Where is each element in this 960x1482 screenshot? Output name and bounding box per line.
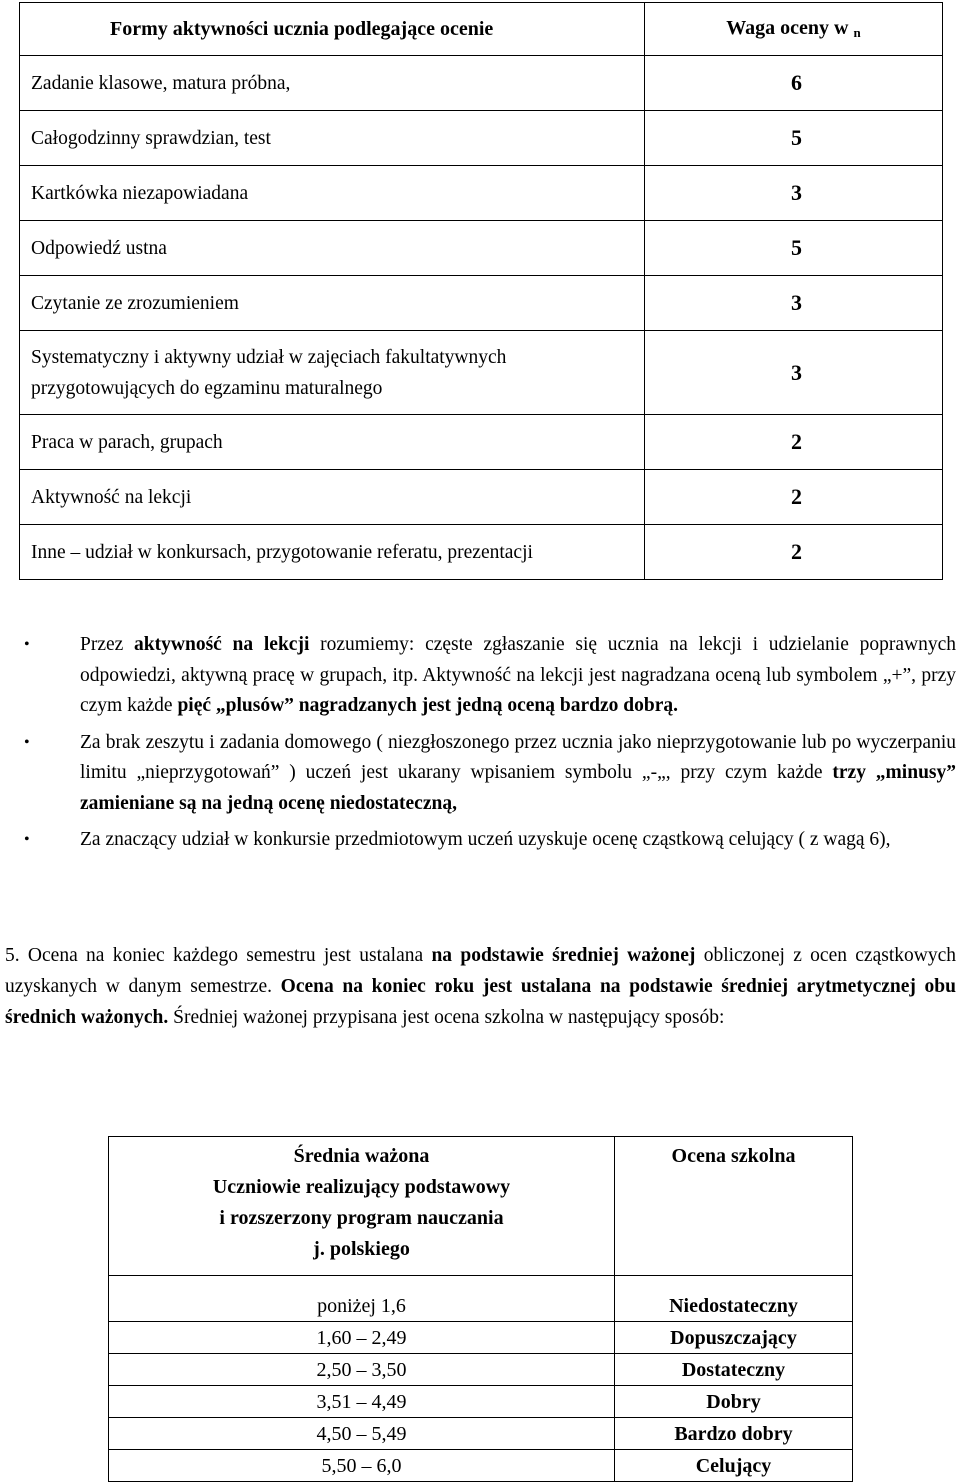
bullet-icon: • <box>24 733 30 751</box>
para-text: 5. Ocena na koniec każdego semestru jest ustalana <box>5 945 432 966</box>
range-cell: 4,50 – 5,49 <box>109 1418 615 1450</box>
weight-cell: 2 <box>645 525 943 580</box>
activity-cell: Praca w parach, grupach <box>20 415 645 470</box>
table-row <box>109 1276 853 1322</box>
grade-cell: Niedostateczny <box>615 1276 853 1322</box>
activity-cell: Kartkówka niezapowiadana <box>20 166 645 221</box>
weight-cell: 6 <box>645 56 943 111</box>
table-row <box>109 1322 853 1354</box>
header-grade: Ocena szkolna <box>615 1137 853 1276</box>
rules-list <box>24 630 956 862</box>
para-text: Średniej ważonej przypisana jest ocena szkolna w następujący sposób: <box>168 1007 725 1028</box>
grade-cell: Bardzo dobry <box>615 1418 853 1450</box>
table-row <box>20 276 943 331</box>
activity-cell: Czytanie ze zrozumieniem <box>20 276 645 331</box>
weight-cell: 3 <box>645 276 943 331</box>
header-activity: Formy aktywności ucznia podlegające ocenie <box>20 3 645 56</box>
bullet-text: Przez <box>80 634 135 655</box>
header-average-title: Średnia ważona <box>293 1145 430 1167</box>
weight-cell: 5 <box>645 111 943 166</box>
header-weight-sub: n <box>853 25 861 40</box>
weights-table-header <box>20 3 943 56</box>
grade-cell: Dopuszczający <box>615 1322 853 1354</box>
bullet-text: rozumiemy: częste zgłaszanie się ucznia na lekcji i udzielanie poprawnych odpowiedzi, aktywną pracę w grupach, itp. Aktywność na lekcji jest nagradzana oceną lub symbolem „+”, przy czym każde <box>80 634 956 716</box>
bullet-text: Za znaczący udział w konkursie przedmiotowym uczeń uzyskuje ocenę cząstkową celujący ( z wagą 6), <box>80 829 891 850</box>
weight-cell: 5 <box>645 221 943 276</box>
activity-cell: Zadanie klasowe, matura próbna, <box>20 56 645 111</box>
table-row <box>109 1450 853 1482</box>
table-row <box>20 525 943 580</box>
header-weight-label: Waga oceny w <box>726 17 849 39</box>
bullet-icon: • <box>24 831 30 848</box>
table-row <box>20 331 943 415</box>
range-cell: 1,60 – 2,49 <box>109 1322 615 1354</box>
header-average <box>109 1137 615 1276</box>
bullet-bold: trzy „minusy” zamieniane są na jedną ocenę niedostateczną, <box>80 762 956 814</box>
table-row <box>109 1354 853 1386</box>
table-row <box>20 166 943 221</box>
header-average-line: i rozszerzony program nauczania <box>219 1207 504 1229</box>
para-bold: Ocena na koniec roku jest ustalana na podstawie średniej arytmetycznej obu średnich ważonych. <box>5 976 956 1028</box>
para-bold: na podstawie średniej ważonej <box>431 945 696 966</box>
table-row <box>20 415 943 470</box>
range-cell: poniżej 1,6 <box>109 1276 615 1322</box>
table-row <box>20 111 943 166</box>
bullet-bold: aktywność na lekcji <box>134 634 310 655</box>
activity-cell: Odpowiedź ustna <box>20 221 645 276</box>
list-item <box>24 728 956 820</box>
paragraph-5 <box>5 940 956 1033</box>
table-row <box>109 1386 853 1418</box>
header-average-line: j. polskiego <box>313 1238 410 1260</box>
activity-cell: Aktywność na lekcji <box>20 470 645 525</box>
list-item <box>24 630 956 722</box>
header-weight <box>645 3 943 56</box>
table-row <box>20 221 943 276</box>
weight-cell: 2 <box>645 415 943 470</box>
list-item <box>24 825 956 856</box>
table-row <box>109 1418 853 1450</box>
grade-cell: Celujący <box>615 1450 853 1482</box>
activity-cell: Inne – udział w konkursach, przygotowanie referatu, prezentacji <box>20 525 645 580</box>
header-average-line: Uczniowie realizujący podstawowy <box>212 1176 511 1198</box>
bullet-text: Za brak zeszytu i zadania domowego ( niezgłoszonego przez ucznia jako nieprzygotowanie lub po wyczerpaniu limitu „nieprzygotowań” ) uczeń jest ukarany wpisaniem symbolu „-„, przy czym każde <box>80 731 956 783</box>
grade-cell: Dobry <box>615 1386 853 1418</box>
grade-cell: Dostateczny <box>615 1354 853 1386</box>
weight-cell: 3 <box>645 166 943 221</box>
bullet-bold: pięć „plusów” nagradzanych jest jedną oceną bardzo dobrą. <box>177 695 678 716</box>
table-row <box>20 56 943 111</box>
weights-table <box>19 2 943 580</box>
table-row <box>20 470 943 525</box>
grades-table-header <box>109 1137 853 1276</box>
bullet-icon: • <box>24 636 30 653</box>
activity-cell: Całogodzinny sprawdzian, test <box>20 111 645 166</box>
range-cell: 2,50 – 3,50 <box>109 1354 615 1386</box>
grades-table <box>108 1136 853 1482</box>
weight-cell: 3 <box>645 331 943 415</box>
range-cell: 5,50 – 6,0 <box>109 1450 615 1482</box>
range-cell: 3,51 – 4,49 <box>109 1386 615 1418</box>
activity-cell: Systematyczny i aktywny udział w zajęciach fakultatywnych przygotowujących do egzaminu maturalnego <box>20 331 645 415</box>
para-text: obliczonej z ocen cząstkowych uzyskanych w danym semestrze. <box>5 945 956 997</box>
weight-cell: 2 <box>645 470 943 525</box>
